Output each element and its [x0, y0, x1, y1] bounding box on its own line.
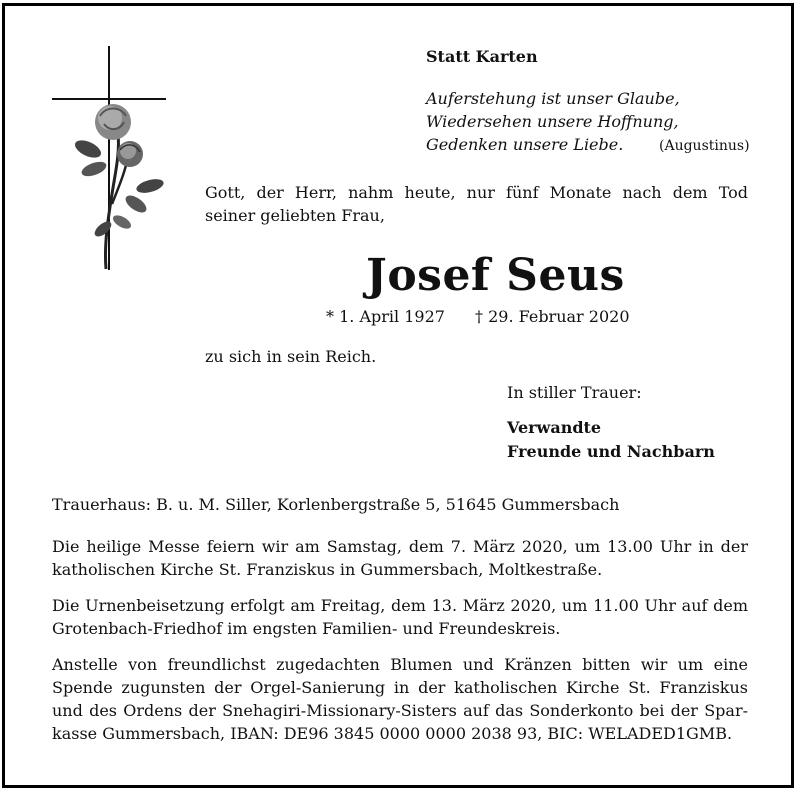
urne-line-1: Die Urnenbeisetzung erfolgt am Freitag, dem 13. März 2020, um 11.00 Uhr auf dem: [52, 596, 748, 615]
messe-line-1: Die heilige Messe feiern wir am Samstag, dem 7. März 2020, um 13.00 Uhr in der: [52, 537, 748, 556]
mourners-relatives: Verwandte: [507, 418, 602, 437]
quote-line-1: Auferstehung ist unser Glaube,: [426, 89, 680, 108]
cross-rose-icon: [48, 44, 172, 274]
deceased-name: Josef Seus: [366, 250, 625, 301]
quote-line-3: Gedenken unsere Liebe.: [426, 135, 624, 154]
birth-date: * 1. April 1927: [326, 307, 445, 326]
messe-paragraph: [52, 535, 748, 581]
spende-paragraph: [52, 653, 748, 745]
quote-line-2: Wiedersehen unsere Hoffnung,: [426, 112, 679, 131]
closing-line: zu sich in sein Reich.: [205, 347, 377, 366]
spende-line-4: kasse Gummersbach, IBAN: DE96 3845 0000 0000 2038 93, BIC: WELADED1GMB.: [52, 724, 733, 743]
statt-karten-heading: Statt Karten: [426, 47, 538, 66]
spende-line-2: Spende zugunsten der Orgel-Sanierung in der katholischen Kirche St. Franziskus: [52, 678, 748, 697]
quote-author: (Augustinus): [659, 138, 750, 154]
spende-line-1: Anstelle von freundlichst zugedachten Blumen und Kränzen bitten wir um eine: [52, 655, 748, 674]
mourners-heading: In stiller Trauer:: [507, 383, 642, 402]
spende-line-3: und des Ordens der Snehagiri-Missionary-Sisters auf das Sonderkonto bei der Spar-: [52, 701, 748, 720]
intro-line-2: seiner geliebten Frau,: [205, 206, 385, 225]
death-date: † 29. Februar 2020: [475, 307, 630, 326]
urne-paragraph: [52, 594, 748, 640]
intro-line-1: Gott, der Herr, nahm heute, nur fünf Monate nach dem Tod: [205, 183, 748, 202]
urne-line-2: Grotenbach-Friedhof im engsten Familien- und Freundeskreis.: [52, 619, 561, 638]
trauerhaus-address: Trauerhaus: B. u. M. Siller, Korlenbergstraße 5, 51645 Gummersbach: [52, 495, 620, 514]
mourners-friends: Freunde und Nachbarn: [507, 442, 715, 461]
messe-line-2: katholischen Kirche St. Franziskus in Gummersbach, Moltkestraße.: [52, 560, 603, 579]
